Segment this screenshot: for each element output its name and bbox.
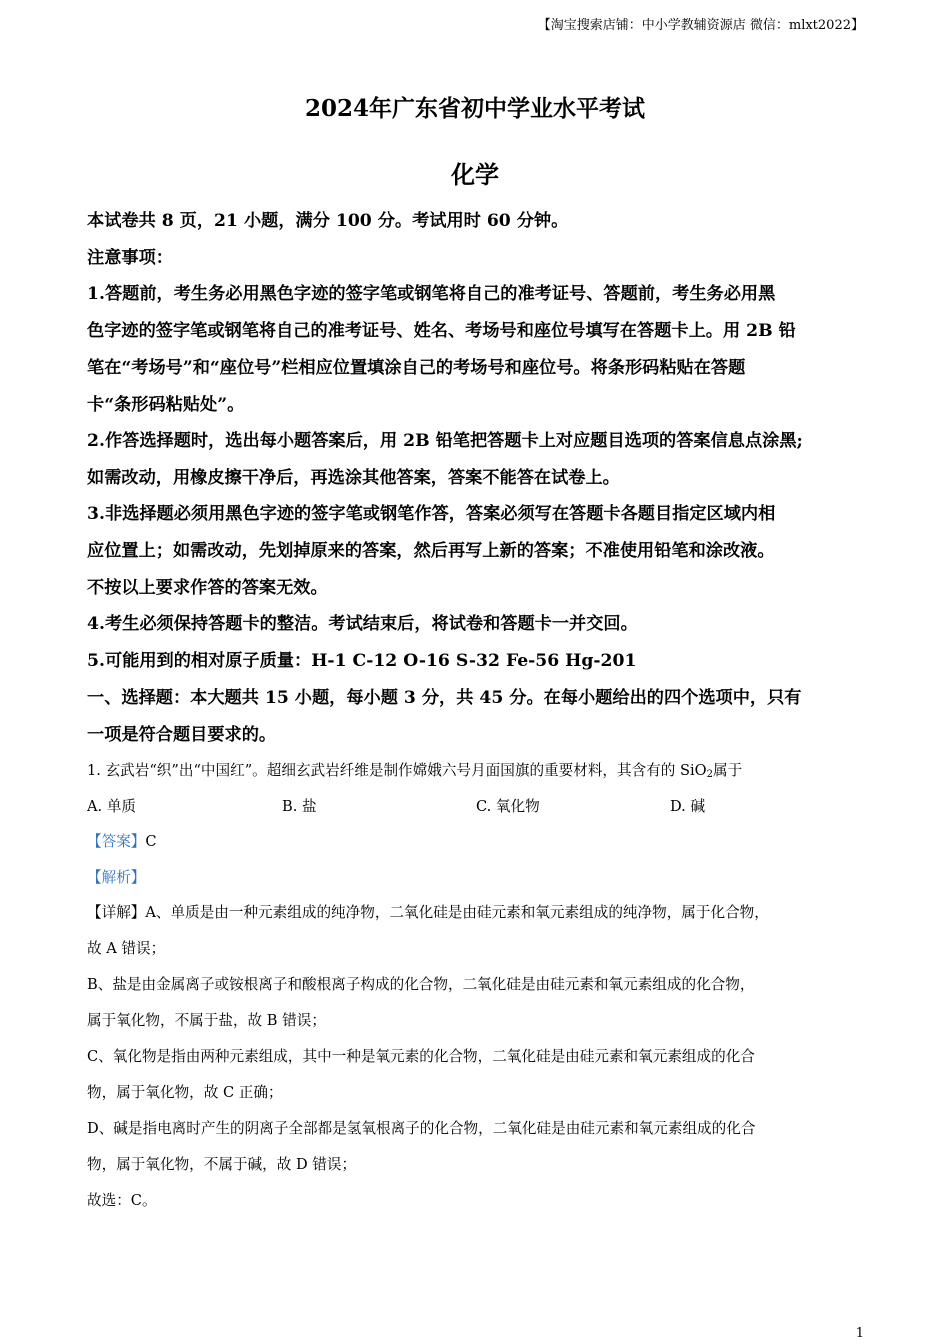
notice-line: 不按以上要求作答的答案无效。 bbox=[87, 578, 328, 598]
notice-line: 色字迹的签字笔或钢笔将自己的准考证号、姓名、考场号和座位号填写在答题卡上。用 2B 铅 bbox=[87, 321, 796, 341]
formula-subscript: 2 bbox=[706, 769, 714, 780]
notice-line: 笔在“考场号”和“座位号”栏相应位置填涂自己的考场号和座位号。将条形码粘贴在答题 bbox=[87, 358, 746, 378]
answer-value: C bbox=[145, 833, 157, 850]
detail-line: C、氧化物是指由两种元素组成，其中一种是氧元素的化合物，二氧化硅是由硅元素和氧元素组成的化合 bbox=[87, 1048, 755, 1065]
question-options bbox=[87, 795, 877, 819]
notice-line: 卡“条形码粘贴处”。 bbox=[87, 395, 245, 415]
exam-summary: 本试卷共 8 页，21 小题，满分 100 分。考试用时 60 分钟。 bbox=[87, 211, 569, 231]
option-d: D. 碱 bbox=[670, 798, 706, 815]
detail-text: A、单质是由一种元素组成的纯净物，二氧化硅是由硅元素和氧元素组成的纯净物，属于化合物， bbox=[145, 904, 769, 921]
question-stem bbox=[87, 759, 877, 787]
notice-line: 5.可能用到的相对原子质量：H-1 C-12 O-16 S-32 Fe-56 Hg-201 bbox=[87, 651, 637, 671]
detail-line: D、碱是指电离时产生的阴离子全部都是氢氧根离子的化合物，二氧化硅是由硅元素和氧元素组成的化合 bbox=[87, 1120, 756, 1137]
subject-title: 化学 bbox=[451, 160, 499, 189]
analysis-tag: 【解析】 bbox=[87, 869, 146, 886]
option-a: A. 单质 bbox=[87, 798, 137, 815]
notice-title: 注意事项： bbox=[87, 248, 173, 268]
option-c: C. 氧化物 bbox=[476, 798, 540, 815]
question-stem-end: 属于 bbox=[713, 762, 743, 779]
answer-tag: 【答案】 bbox=[87, 833, 146, 850]
detail-line: 属于氧化物，不属于盐，故 B 错误； bbox=[87, 1012, 326, 1029]
answer-line bbox=[87, 830, 877, 854]
detail-tag: 【详解】 bbox=[87, 904, 146, 921]
notice-line: 2.作答选择题时，选出每小题答案后，用 2B 铅笔把答题卡上对应题目选项的答案信息点涂黑; bbox=[87, 431, 803, 451]
detail-line: 故选：C。 bbox=[87, 1192, 157, 1209]
notice-line: 应位置上；如需改动，先划掉原来的答案，然后再写上新的答案；不准使用铅笔和涂改液。 bbox=[87, 541, 775, 561]
section-heading: 一、选择题：本大题共 15 小题，每小题 3 分，共 45 分。在每小题给出的四个选项中，只有 bbox=[87, 688, 802, 708]
detail-line: 物，属于氧化物，故 C 正确； bbox=[87, 1084, 283, 1101]
section-heading: 一项是符合题目要求的。 bbox=[87, 725, 277, 745]
question-stem-text: 1. 玄武岩“织”出“中国红”。超细玄武岩纤维是制作嫦娥六号月面国旗的重要材料，其含有的 SiO bbox=[87, 762, 707, 779]
page-number: 1 bbox=[855, 1326, 864, 1341]
notice-line: 4.考生必须保持答题卡的整洁。考试结束后，将试卷和答题卡一并交回。 bbox=[87, 614, 638, 634]
watermark-header: 【淘宝搜索店铺：中小学教辅资源店 微信：mlxt2022】 bbox=[537, 18, 864, 33]
notice-line: 如需改动，用橡皮擦干净后，再选涂其他答案，答案不能答在试卷上。 bbox=[87, 468, 620, 488]
notice-line: 3.非选择题必须用黑色字迹的签字笔或钢笔作答，答案必须写在答题卡各题目指定区域内相 bbox=[87, 504, 776, 524]
detail-line: B、盐是由金属离子或铵根离子和酸根离子构成的化合物，二氧化硅是由硅元素和氧元素组成的化合物， bbox=[87, 976, 755, 993]
detail-line: 故 A 错误； bbox=[87, 940, 166, 957]
exam-title: 2024年广东省初中学业水平考试 bbox=[304, 95, 645, 122]
detail-line bbox=[87, 901, 877, 925]
detail-line: 物，属于氧化物，不属于碱，故 D 错误； bbox=[87, 1156, 357, 1173]
notice-line: 1.答题前，考生务必用黑色字迹的签字笔或钢笔将自己的准考证号、答题前，考生务必用黑 bbox=[87, 284, 776, 304]
option-b: B. 盐 bbox=[282, 798, 317, 815]
